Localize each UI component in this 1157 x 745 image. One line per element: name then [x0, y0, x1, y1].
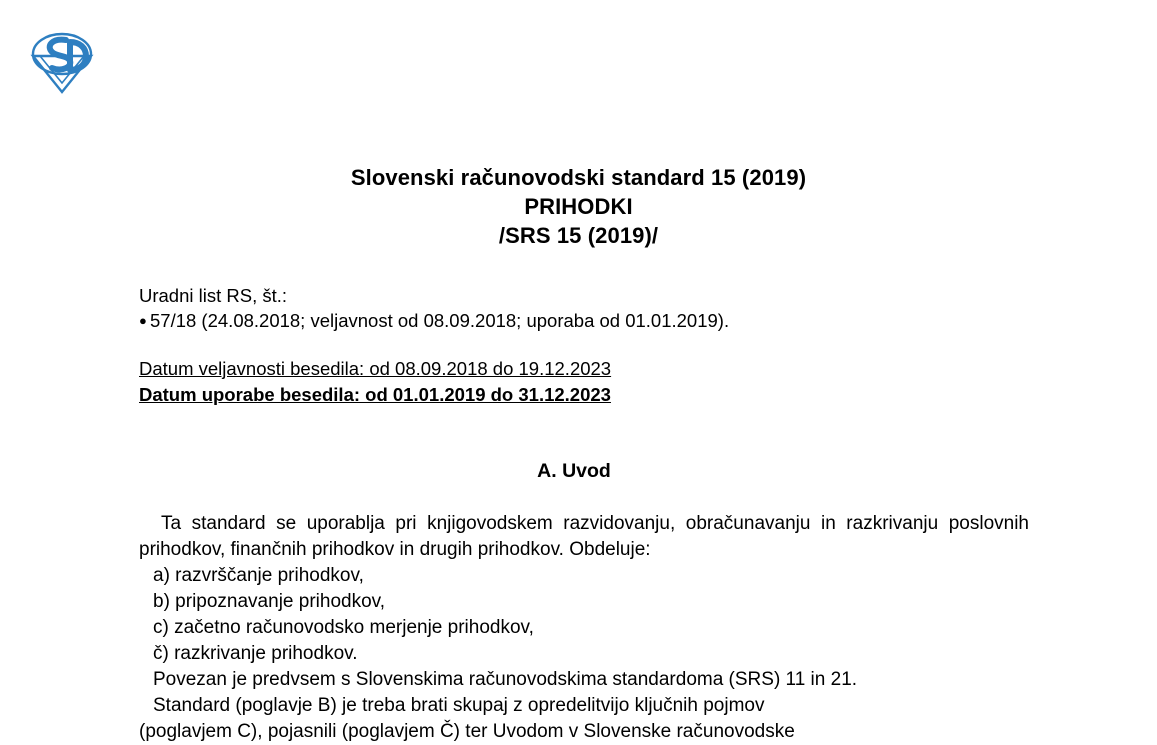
title-line-2: PRIHODKI: [524, 194, 633, 219]
usage-date: Datum uporabe besedila: od 01.01.2019 do 31.12.2023: [139, 384, 611, 405]
intro-paragraph-text: Ta standard se uporablja pri knjigovodskem razvidovanju, obračunavanju in razkrivanju poslovnih prihodkov, finančnih prihodkov in drugih prihodkov. Obdeluje:: [139, 513, 1029, 560]
sd-logo-icon: [22, 30, 102, 98]
standard-note-line-1: Standard (poglavje B) je treba brati skupaj z opredelitvijo ključnih pojmov: [153, 695, 765, 716]
standard-note-line-2: (poglavjem C), pojasnili (poglavjem Č) ter Uvodom v Slovenske računovodske: [139, 721, 795, 742]
title-line-3: /SRS 15 (2019)/: [498, 223, 659, 248]
bullet-icon: ●: [139, 313, 147, 328]
section-heading: A. Uvod: [537, 460, 611, 482]
list-item: č) razkrivanje prihodkov.: [153, 643, 358, 664]
gazette-label: Uradni list RS, št.:: [139, 285, 288, 306]
validity-date: Datum veljavnosti besedila: od 08.09.2018 do 19.12.2023: [139, 358, 612, 379]
gazette-entry: 57/18 (24.08.2018; veljavnost od 08.09.2018; uporaba od 01.01.2019).: [150, 310, 730, 331]
list-item: b) pripoznavanje prihodkov,: [153, 591, 386, 612]
related-standards-line: Povezan je predvsem s Slovenskima računovodskima standardoma (SRS) 11 in 21.: [153, 669, 858, 690]
document-body: [139, 283, 1029, 745]
list-item: a) razvrščanje prihodkov,: [153, 565, 364, 586]
title-line-1: Slovenski računovodski standard 15 (2019): [350, 165, 807, 190]
list-item: c) začetno računovodsko merjenje prihodkov,: [153, 617, 534, 638]
intro-paragraph: [139, 511, 1029, 563]
document-title: [0, 163, 1157, 250]
date-block: [139, 356, 1029, 408]
gazette-entry-row: [139, 308, 1029, 333]
